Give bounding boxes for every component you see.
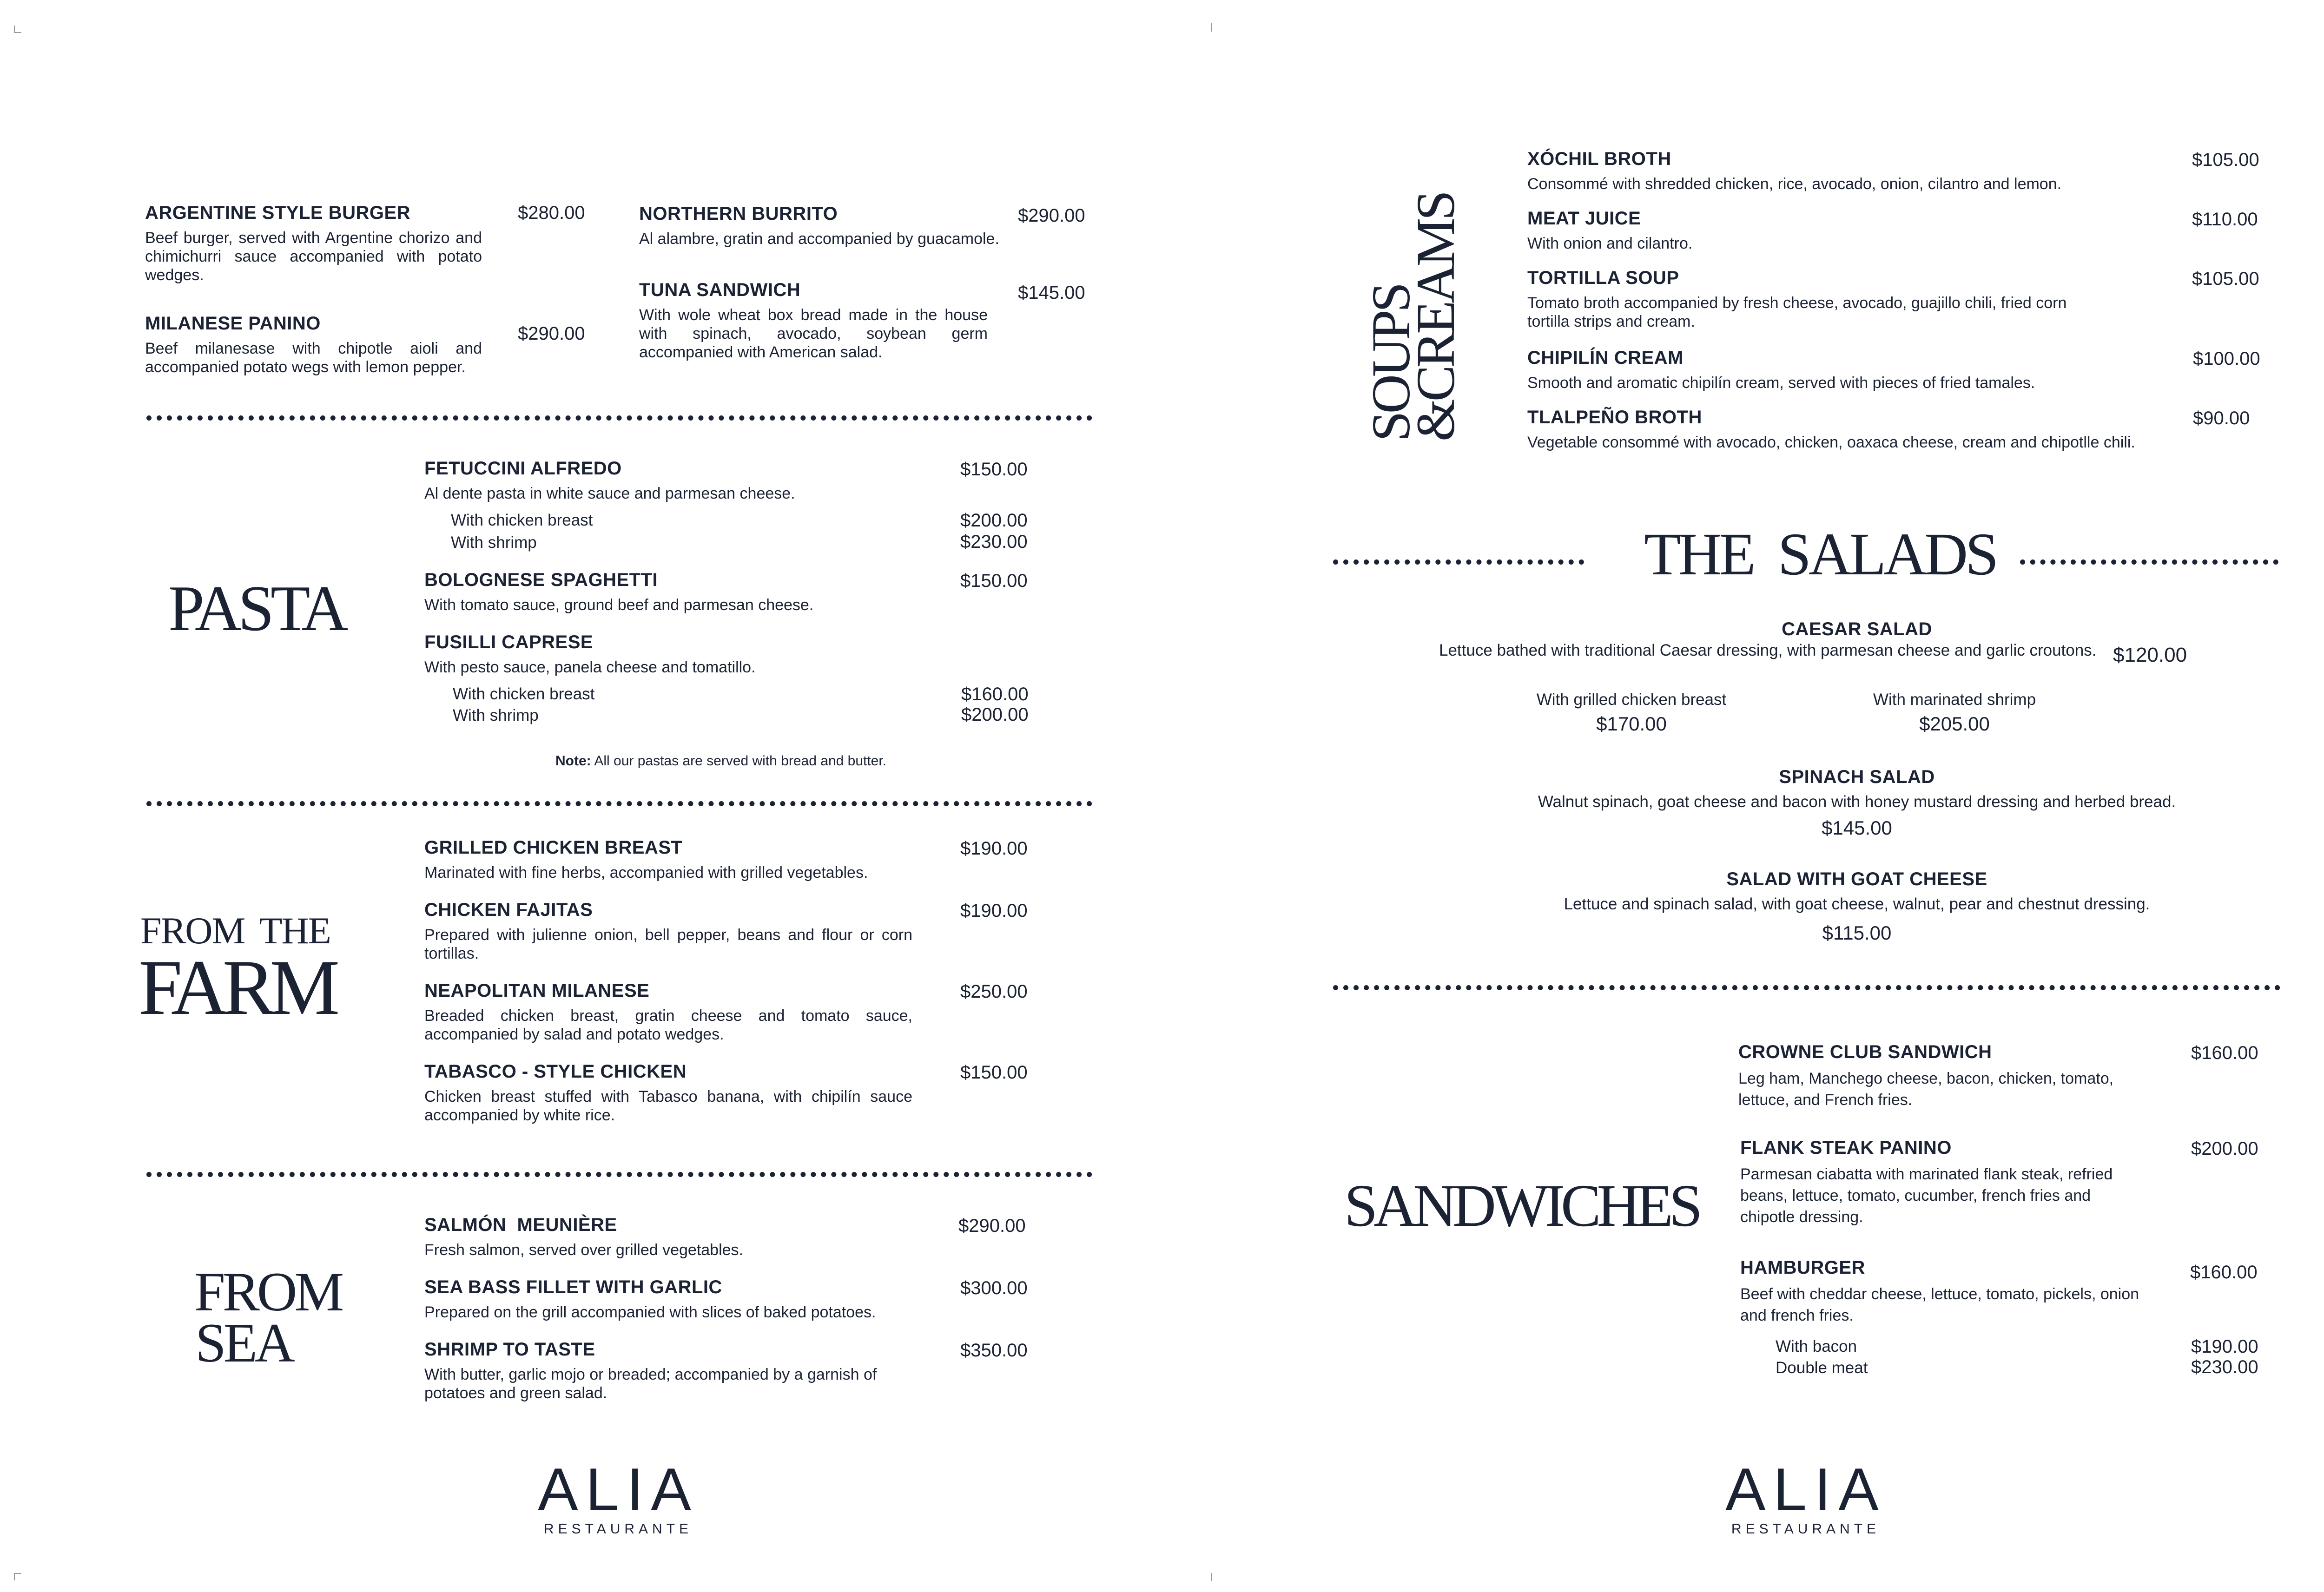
section-title-farm-line2: FARM — [139, 944, 335, 1031]
item-name: TUNA SANDWICH — [639, 280, 801, 300]
item-price: $290.00 — [518, 323, 585, 344]
section-title-soups-line2: &CREAMS — [1405, 192, 1466, 441]
item-price: $250.00 — [960, 981, 1028, 1002]
item-option-price: $160.00 — [961, 684, 1029, 704]
item-description: Chicken breast stuffed with Tabasco banana, with chipilín sauce accompanied by white rice. — [424, 1088, 912, 1124]
salad-option-price: $170.00 — [1596, 713, 1667, 735]
salad-price-spinach: $145.00 — [1822, 817, 1892, 839]
section-title-sandwiches: SANDWICHES — [1344, 1172, 1699, 1239]
item-description: With wole wheat box bread made in the house with spinach, avocado, soybean germ accompanied with American salad. — [639, 306, 988, 361]
item-price: $150.00 — [960, 459, 1028, 480]
item-description: Prepared on the grill accompanied with slices of baked potatoes. — [424, 1303, 876, 1321]
item-price: $350.00 — [960, 1340, 1028, 1361]
salad-option-price: $205.00 — [1919, 713, 1990, 735]
logo-subtitle: RESTAURANTE — [543, 1521, 693, 1537]
salad-option-label: With marinated shrimp — [1873, 691, 2036, 709]
menu-item-crowne-club-sandwich — [1738, 1041, 2138, 1111]
item-description: Beef burger, served with Argentine chorizo and chimichurri sauce accompanied with potato wedges. — [145, 229, 482, 284]
menu-item-chicken-fajitas — [424, 899, 912, 963]
logo-name: ALIA — [538, 1455, 699, 1523]
item-option-price: $230.00 — [2191, 1357, 2258, 1377]
menu-item-xochil-broth — [1527, 148, 2122, 193]
item-description: Marinated with fine herbs, accompanied with grilled vegetables. — [424, 864, 868, 882]
item-price: $280.00 — [518, 203, 585, 223]
item-description: Fresh salmon, served over grilled vegetables. — [424, 1241, 743, 1259]
item-description: Parmesan ciabatta with marinated flank steak, refried beans, lettuce, tomato, cucumber, french fries and chipotle dressing. — [1740, 1165, 2113, 1226]
item-name: HAMBURGER — [1740, 1257, 1865, 1278]
item-description: Al alambre, gratin and accompanied by guacamole. — [639, 230, 999, 248]
item-price: $110.00 — [2192, 209, 2258, 230]
salad-name-caesar: CAESAR SALAD — [1782, 619, 1932, 639]
item-name: GRILLED CHICKEN BREAST — [424, 837, 683, 858]
item-name: BOLOGNESE SPAGHETTI — [424, 570, 658, 590]
menu-item-tuna-sandwich — [639, 279, 988, 362]
pasta-note — [555, 753, 886, 770]
item-price: $160.00 — [2191, 1043, 2258, 1063]
item-name: NEAPOLITAN MILANESE — [424, 980, 650, 1001]
dotted-divider — [2020, 559, 2278, 565]
item-description: With butter, garlic mojo or breaded; accompanied by a garnish of potatoes and green salad. — [424, 1366, 877, 1402]
section-title-soups-line1: SOUPS — [1360, 284, 1421, 441]
dotted-divider — [146, 1172, 1092, 1177]
item-name: TLALPEÑO BROTH — [1527, 407, 1702, 428]
item-name: XÓCHIL BROTH — [1527, 149, 1671, 169]
menu-item-sea-bass-fillet — [424, 1276, 926, 1322]
item-price: $300.00 — [960, 1278, 1028, 1298]
menu-item-hamburger — [1740, 1256, 2140, 1326]
menu-item-milanese-panino — [145, 312, 482, 376]
item-name: SHRIMP TO TASTE — [424, 1339, 595, 1360]
item-price: $100.00 — [2193, 349, 2260, 369]
menu-item-grilled-chicken-breast — [424, 836, 926, 882]
item-name: FUSILLI CAPRESE — [424, 632, 594, 652]
item-option-label: With chicken breast — [451, 511, 593, 529]
dotted-divider — [146, 801, 1092, 806]
menu-item-fusilli-caprese — [424, 631, 926, 677]
item-option-price: $200.00 — [961, 704, 1029, 725]
item-name: TABASCO - STYLE CHICKEN — [424, 1061, 687, 1082]
salad-price-caesar: $120.00 — [2113, 644, 2187, 666]
menu-item-chipilin-cream — [1527, 347, 2122, 392]
item-option-label: With bacon — [1776, 1337, 1857, 1355]
item-price: $90.00 — [2193, 408, 2250, 428]
menu-item-neapolitan-milanese — [424, 980, 912, 1044]
menu-item-northern-burrito — [639, 203, 1006, 248]
item-name: FLANK STEAK PANINO — [1740, 1138, 1952, 1158]
dotted-divider — [1333, 559, 1584, 565]
section-title-sea-line2: SEA — [195, 1312, 292, 1374]
item-option-label: With shrimp — [451, 533, 537, 552]
item-name: SEA BASS FILLET WITH GARLIC — [424, 1277, 722, 1297]
item-description: Consommé with shredded chicken, rice, avocado, onion, cilantro and lemon. — [1527, 175, 2062, 193]
section-title-salads: THE SALADS — [1644, 521, 1996, 588]
item-description: With pesto sauce, panela cheese and tomatillo. — [424, 658, 756, 676]
salad-desc-goat-cheese: Lettuce and spinach salad, with goat cheese, walnut, pear and chestnut dressing. — [1564, 895, 2150, 913]
item-option-price: $190.00 — [2191, 1336, 2258, 1357]
item-price: $150.00 — [960, 571, 1028, 591]
section-title-pasta: PASTA — [168, 572, 345, 645]
item-price: $160.00 — [2190, 1262, 2258, 1283]
salad-price-goat-cheese: $115.00 — [1822, 922, 1892, 944]
item-price: $190.00 — [960, 901, 1028, 921]
item-description: With tomato sauce, ground beef and parmesan cheese. — [424, 596, 814, 614]
salad-desc-caesar: Lettuce bathed with traditional Caesar dressing, with parmesan cheese and garlic croutons. — [1439, 641, 2097, 659]
item-price: $150.00 — [960, 1062, 1028, 1083]
item-price: $190.00 — [960, 838, 1028, 859]
item-description: With onion and cilantro. — [1527, 235, 1693, 252]
menu-item-tabasco-style-chicken — [424, 1060, 912, 1125]
salad-option-label: With grilled chicken breast — [1536, 691, 1727, 709]
item-name: TORTILLA SOUP — [1527, 268, 1679, 288]
item-name: CROWNE CLUB SANDWICH — [1738, 1042, 1992, 1062]
dotted-divider — [146, 415, 1092, 421]
item-name: MILANESE PANINO — [145, 313, 321, 334]
menu-item-shrimp-to-taste — [424, 1338, 908, 1402]
item-description: Prepared with julienne onion, bell pepper, beans and flour or corn tortillas. — [424, 926, 912, 962]
item-name: SALMÓN MEUNIÈRE — [424, 1215, 617, 1235]
menu-item-fetuccini-alfredo — [424, 457, 926, 503]
item-price: $290.00 — [958, 1216, 1026, 1236]
logo-subtitle: RESTAURANTE — [1731, 1521, 1881, 1537]
menu-item-meat-juice — [1527, 207, 2122, 253]
item-name: CHIPILÍN CREAM — [1527, 348, 1684, 368]
item-option-label: With chicken breast — [453, 685, 595, 703]
dotted-divider — [1333, 985, 2280, 990]
item-option-label: With shrimp — [453, 706, 539, 724]
note-text: All our pastas are served with bread and butter. — [594, 753, 887, 769]
restaurant-logo — [525, 1455, 711, 1537]
item-description: Leg ham, Manchego cheese, bacon, chicken, tomato, lettuce, and French fries. — [1738, 1070, 2114, 1109]
menu-item-bolognese-spaghetti — [424, 569, 926, 614]
item-option-price: $200.00 — [960, 510, 1028, 531]
item-name: MEAT JUICE — [1527, 208, 1641, 229]
item-description: Breaded chicken breast, gratin cheese and tomato sauce, accompanied by salad and potato wedges. — [424, 1007, 912, 1043]
right-menu-page — [1208, 0, 2324, 1592]
menu-item-tlalpeno-broth — [1527, 406, 2169, 452]
item-description: Tomato broth accompanied by fresh cheese, avocado, guajillo chili, fried corn tortilla strips and cream. — [1527, 294, 2067, 330]
item-name: FETUCCINI ALFREDO — [424, 458, 622, 479]
menu-item-flank-steak-panino — [1740, 1137, 2140, 1228]
section-title-farm-line1: FROM THE — [140, 909, 330, 952]
item-price: $200.00 — [2191, 1138, 2258, 1159]
item-price: $145.00 — [1018, 283, 1085, 303]
salad-name-spinach: SPINACH SALAD — [1779, 767, 1935, 787]
item-description: Beef with cheddar cheese, lettuce, tomato, pickels, onion and french fries. — [1740, 1285, 2139, 1324]
note-label: Note: — [555, 753, 591, 769]
section-title-sea-line1: FROM — [194, 1261, 342, 1322]
salad-name-goat-cheese: SALAD WITH GOAT CHEESE — [1726, 869, 1987, 889]
item-description: Al dente pasta in white sauce and parmesan cheese. — [424, 485, 795, 502]
item-price: $105.00 — [2192, 269, 2259, 289]
menu-item-tortilla-soup — [1527, 267, 2085, 331]
salad-desc-spinach: Walnut spinach, goat cheese and bacon with honey mustard dressing and herbed bread. — [1538, 793, 2176, 811]
item-name: ARGENTINE STYLE BURGER — [145, 203, 411, 223]
item-option-price: $230.00 — [960, 532, 1028, 552]
item-name: CHICKEN FAJITAS — [424, 900, 593, 920]
item-price: $290.00 — [1018, 205, 1085, 226]
restaurant-logo — [1713, 1455, 1899, 1537]
item-option-label: Double meat — [1776, 1359, 1868, 1377]
menu-item-salmon-meuniere — [424, 1214, 926, 1259]
menu-item-argentine-burger — [145, 202, 482, 284]
item-description: Vegetable consommé with avocado, chicken, oaxaca cheese, cream and chipotlle chili. — [1527, 434, 2135, 451]
item-description: Smooth and aromatic chipilín cream, served with pieces of fried tamales. — [1527, 374, 2035, 392]
item-price: $105.00 — [2192, 150, 2259, 170]
item-description: Beef milanesase with chipotle aioli and accompanied potato wegs with lemon pepper. — [145, 340, 482, 376]
logo-name: ALIA — [1725, 1455, 1886, 1523]
item-name: NORTHERN BURRITO — [639, 204, 838, 224]
